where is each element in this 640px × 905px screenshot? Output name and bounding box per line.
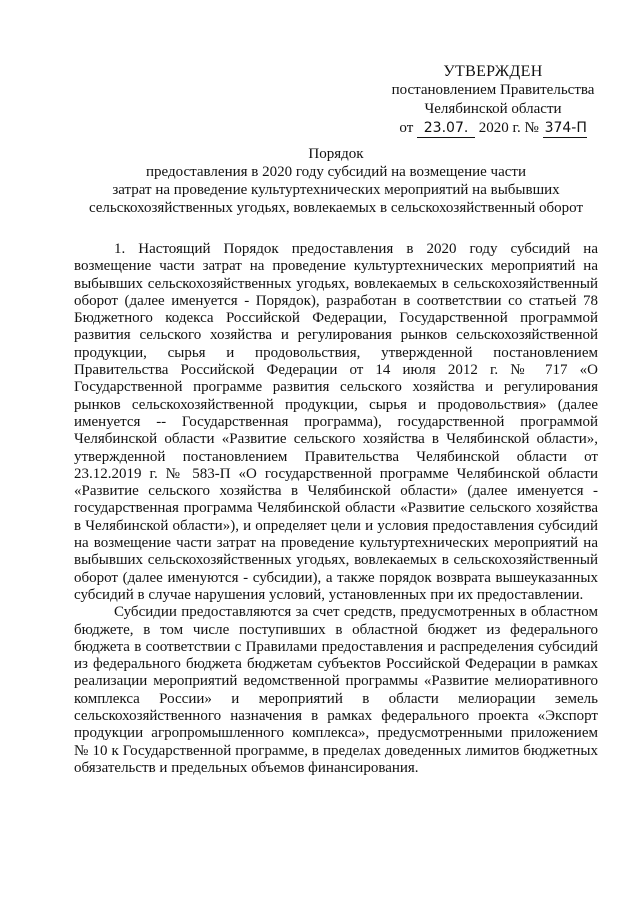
- paragraph-1: 1. Настоящий Порядок предоставления в 2020 году субсидий на возмещение части затрат на проведение культуртехнических мероприятий на выбывших сельскохозяйственных угодьях, вовлекаемых в сельскохозяйственный оборот (далее именуется - Порядок), разработан в соответствии со статьей 78 Бюджетного кодекса Российской Федерации, Государственной программой развития сельского хозяйства и регулирования рынков сельскохозяйственной продукции, сырья и продовольствия, утвержденной постановлением Правительства Российской Федерации от 14 июля 2012 г. № 717 «О Государственной программе развития сельского хозяйства и регулирования рынков сельскохозяйственной продукции, сырья и продовольствия» (далее именуется -- Государственная программа), государственной программой Челябинской области «Развитие сельского хозяйства в Челябинской области», утвержденной постановлением Правительства Челябинской области от 23.12.2019 г. № 583-П «О государственной программе Челябинской области «Развитие сельского хозяйства в Челябинской области» (далее именуется - государственная программа Челябинской области «Развитие сельского хозяйства в Челябинской области»), и определяет цели и условия предоставления субсидий на возмещение части затрат на проведение культуртехнических мероприятий на выбывших сельскохозяйственных угодьях, вовлекаемых в сельскохозяйственный оборот (далее именуются - субсидии), а также порядок возврата вышеуказанных субсидий в случае нарушения условий, установленных при их предоставлении.: [74, 241, 598, 603]
- handwritten-date: 23.07.: [417, 120, 475, 138]
- document-title: [66, 145, 606, 217]
- date-prefix: от: [399, 120, 414, 136]
- approval-issuer-line: постановлением Правительства: [391, 82, 595, 98]
- document-body: [74, 241, 598, 777]
- year-and-number-label: 2020 г. №: [478, 120, 539, 136]
- approval-reference: [388, 119, 598, 138]
- title-line-3: сельскохозяйственных угодьях, вовлекаемых в сельскохозяйственный оборот: [88, 200, 584, 216]
- handwritten-number: 374-П: [544, 120, 587, 136]
- title-line-1: предоставления в 2020 году субсидий на возмещение части: [146, 164, 526, 180]
- approval-heading: УТВЕРЖДЕН: [443, 63, 543, 80]
- title-heading: Порядок: [308, 146, 364, 162]
- approval-region-line: Челябинской области: [424, 101, 562, 117]
- title-line-2: затрат на проведение культуртехнических мероприятий на выбывших: [112, 182, 560, 198]
- approval-stamp: [388, 62, 598, 138]
- paragraph-2: Субсидии предоставляются за счет средств, предусмотренных в областном бюджете, в том числе поступивших в областной бюджет из федерального бюджета в соответствии с Правилами предоставления и распределения субсидий из федерального бюджета бюджетам субъектов Российской Федерации в рамках реализации мероприятий ведомственной программы «Развитие мелиоративного комплекса России» и мероприятий в области мелиорации земель сельскохозяйственного назначения в рамках федерального проекта «Экспорт продукции агропромышленного комплекса», предусмотренными приложением № 10 к Государственной программе, в пределах доведенных лимитов бюджетных обязательств и предельных объемов финансирования.: [74, 604, 598, 776]
